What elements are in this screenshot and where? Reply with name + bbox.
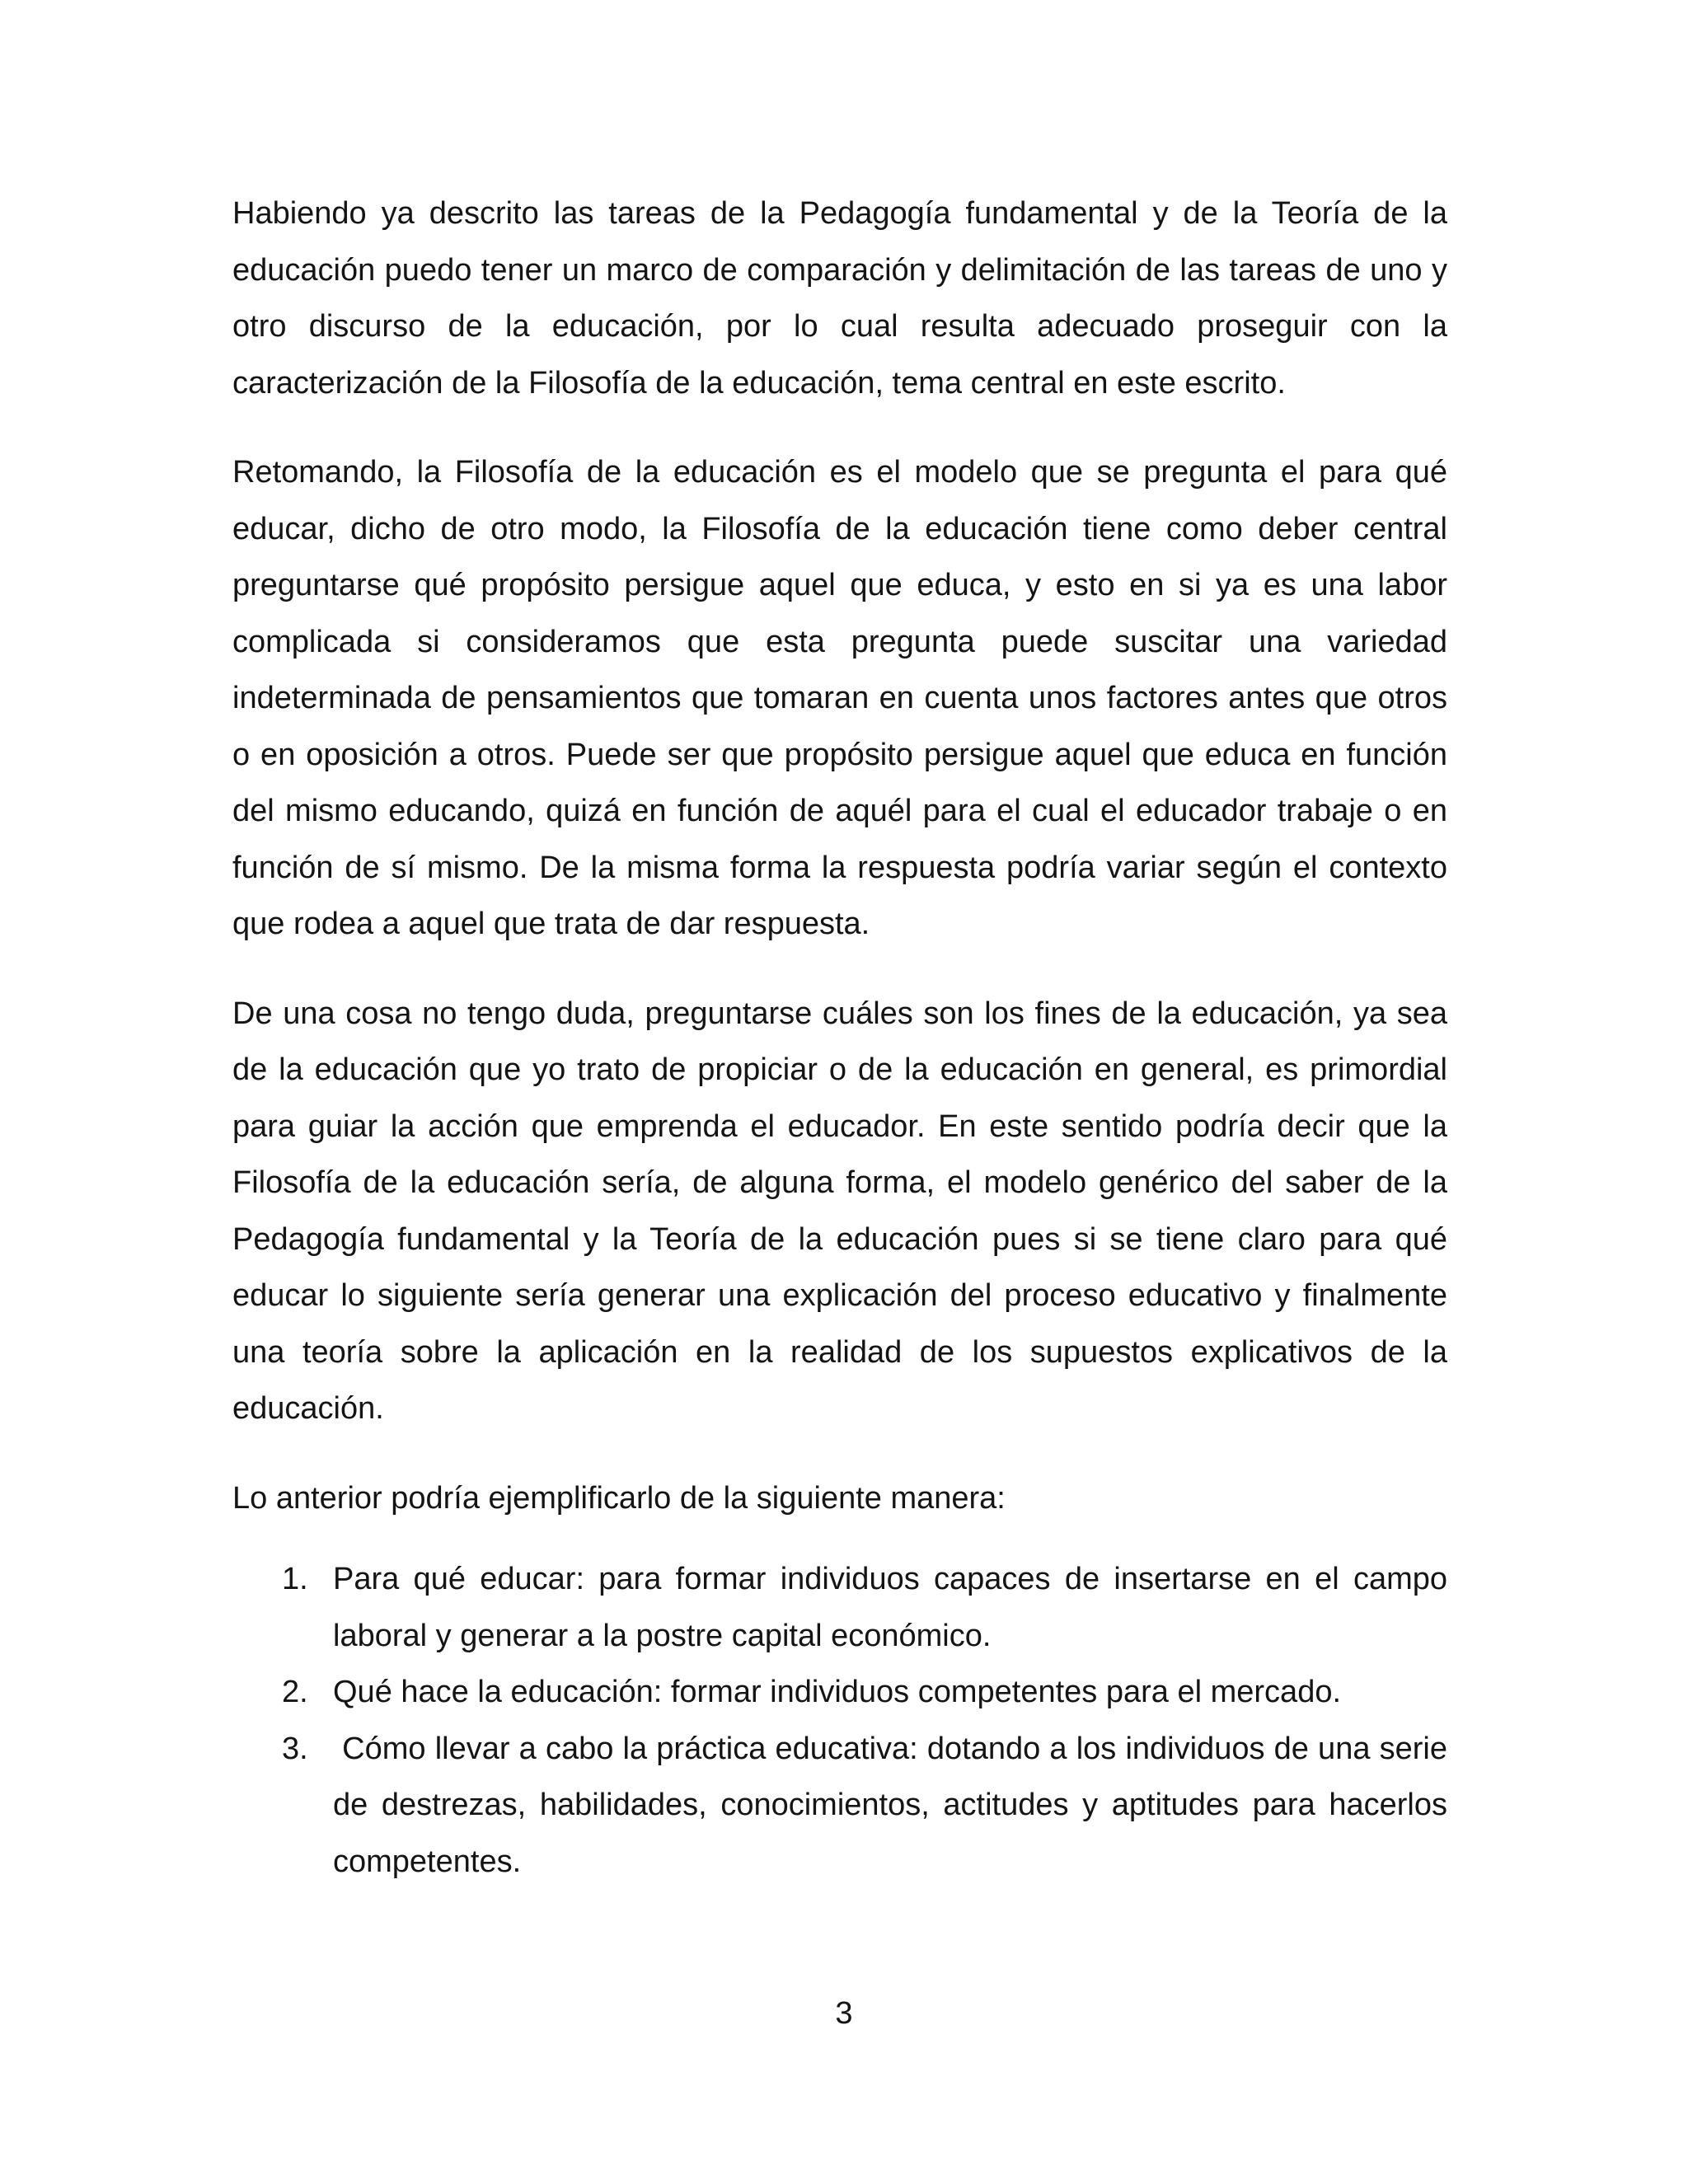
list-item-number: 2. bbox=[282, 1675, 308, 1709]
list-item-number: 3. bbox=[282, 1731, 308, 1766]
list-item bbox=[232, 1721, 1456, 1891]
list-item-number: 1. bbox=[282, 1562, 308, 1596]
list-item bbox=[232, 1551, 1447, 1664]
page-number: 3 bbox=[835, 1996, 853, 2031]
list-item-text: Cómo llevar a cabo la práctica educativa: dotando a los individuos de una serie de destrezas, habilidades, conocimientos, actitudes y aptitudes para hacerlos competentes. bbox=[333, 1731, 1456, 1879]
numbered-list bbox=[232, 1551, 1456, 1890]
paragraph-4: Lo anterior podría ejemplificarlo de la siguiente manera: bbox=[232, 1480, 1006, 1516]
list-item bbox=[232, 1664, 1447, 1721]
paragraph-3: De una cosa no tengo duda, preguntarse cuáles son los fines de la educación, ya sea de la educación que yo trato de propiciar o de la educación en general, es primordial para guiar la acción que emprenda el educador. En este sentido podría decir que la Filosofía de la educación sería, de alguna forma, el modelo genérico del saber de la Pedagogía fundamental y la Teoría de la educación pues si se tiene claro para qué educar lo siguiente sería generar una explicación del proceso educativo y finalmente una teoría sobre la aplicación en la realidad de los supuestos explicativos de la educación. bbox=[232, 996, 1447, 1426]
paragraph-1: Habiendo ya descrito las tareas de la Pedagogía fundamental y de la Teoría de la educación puedo tener un marco de comparación y delimitación de las tareas de uno y otro discurso de la educación, por lo cual resulta adecuado proseguir con la caracterización de la Filosofía de la educación, tema central en este escrito. bbox=[232, 196, 1447, 401]
list-item-text: Para qué educar: para formar individuos capaces de insertarse en el campo laboral y generar a la postre capital económico. bbox=[333, 1562, 1447, 1653]
paragraph-2: Retomando, la Filosofía de la educación es el modelo que se pregunta el para qué educar, dicho de otro modo, la Filosofía de la educación tiene como deber central preguntarse qué propósito persigue aquel que educa, y esto en si ya es una labor complicada si consideramos que esta pregunta puede suscitar una variedad indeterminada de pensamientos que tomaran en cuenta unos factores antes que otros o en oposición a otros. Puede ser que propósito persigue aquel que educa en función del mismo educando, quizá en función de aquél para el cual el educador trabaje o en función de sí mismo. De la misma forma la respuesta podría variar según el contexto que rodea a aquel que trata de dar respuesta. bbox=[232, 455, 1447, 941]
page-content bbox=[232, 185, 1456, 1890]
list-item-text: Qué hace la educación: formar individuos competentes para el mercado. bbox=[333, 1675, 1342, 1709]
